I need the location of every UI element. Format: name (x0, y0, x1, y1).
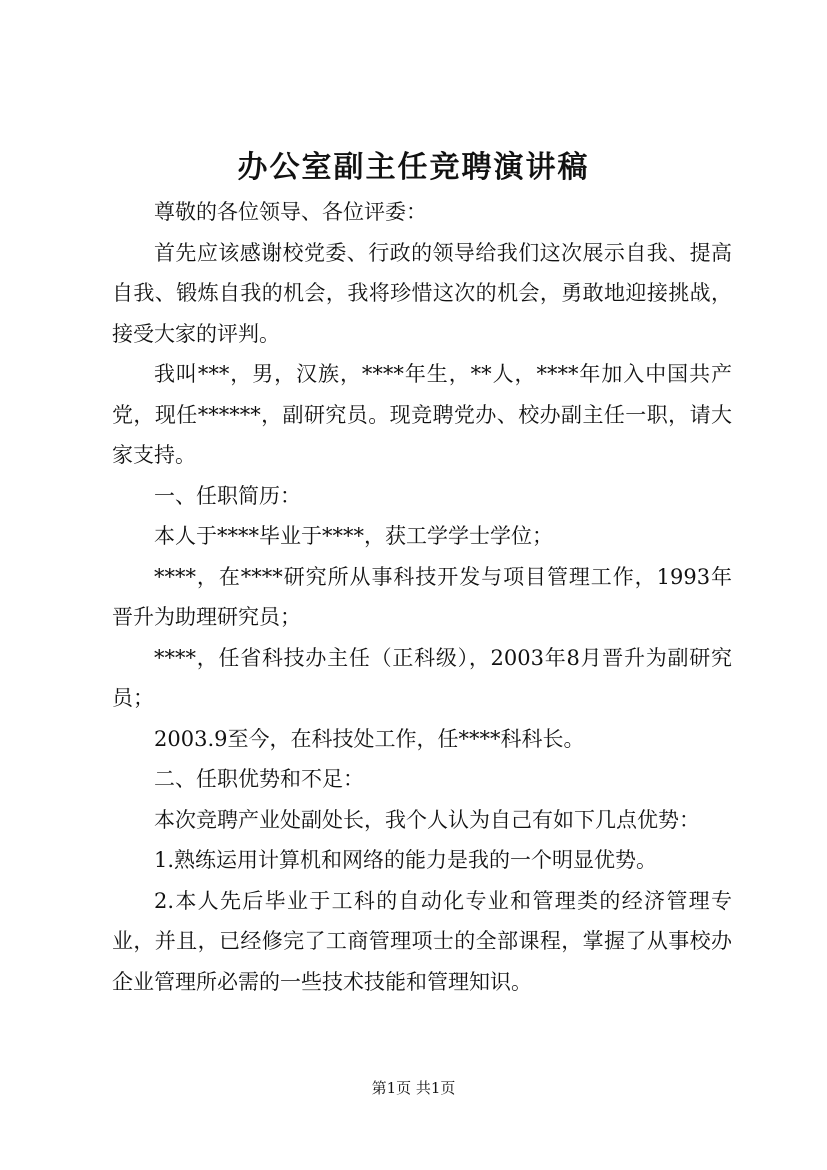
paragraph-strength-1: 1.熟练运用计算机和网络的能力是我的一个明显优势。 (154, 848, 658, 872)
paragraph-opening: 首先应该感谢校党委、行政的领导给我们这次展示自我、提高自我、锻炼自我的机会，我将珍惜这次的机会，勇敢地迎接挑战，接受大家的评判。 (112, 240, 732, 346)
paragraph-career-1: ****，在****研究所从事科技开发与项目管理工作，1993年晋升为助理研究员； (112, 564, 732, 629)
paragraph-career-3: 2003.9至今，在科技处工作，任****科科长。 (154, 726, 585, 751)
paragraph-strength-2: 2.本人先后毕业于工科的自动化专业和管理类的经济管理专业，并且，已经修完了工商管理项士的全部课程，掌握了从事校办企业管理所必需的一些技术技能和管理知识。 (112, 888, 732, 994)
section-heading-resume: 一、任职简历： (154, 483, 301, 508)
paragraph-self-introduction: 我叫***，男，汉族，****年生，**人，****年加入中国共产党，现任******，副研究员。现竞聘党办、校办副主任一职，请大家支持。 (112, 362, 732, 467)
paragraph-salutation: 尊敬的各位领导、各位评委： (154, 200, 427, 224)
paragraph-strengths-intro: 本次竞聘产业处副处长，我个人认为自己有如下几点优势： (154, 807, 700, 832)
document-title: 办公室副主任竞聘演讲稿 (237, 150, 590, 185)
page-footer: 第1页 共1页 (371, 1079, 456, 1097)
section-heading-strengths: 二、任职优势和不足： (154, 767, 364, 791)
document-body (112, 192, 732, 1002)
paragraph-career-2: ****，任省科技办主任（正科级），2003年8月晋升为副研究员； (112, 645, 732, 710)
paragraph-education: 本人于****毕业于****，获工学学士学位； (154, 524, 553, 548)
